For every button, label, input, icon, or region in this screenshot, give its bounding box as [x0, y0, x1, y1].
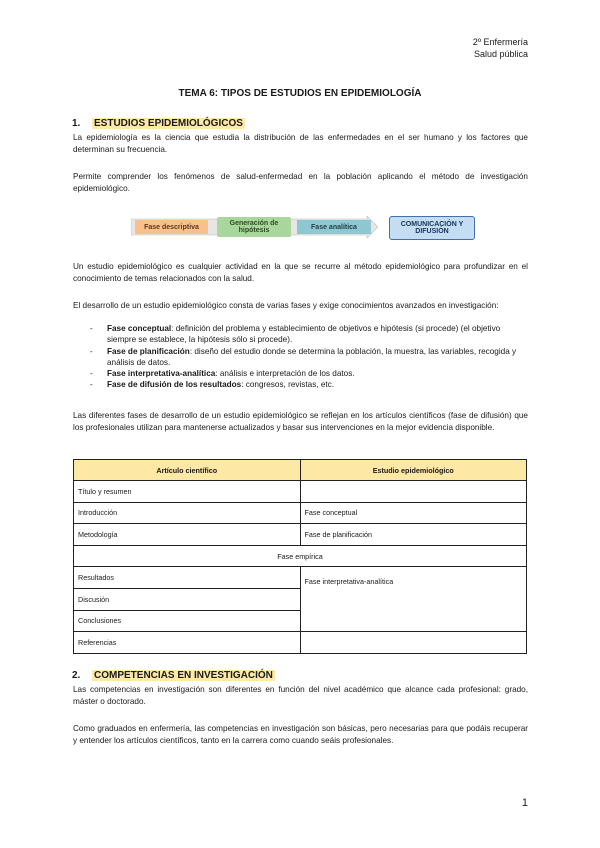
- table-cell-merged: Fase empírica: [74, 545, 527, 567]
- paragraph: Como graduados en enfermería, las competencias en investigación son básicas, pero necesarias para que podáis recuperar y entender los artículos científicos, tanto en la carrera como cuando seáis profesionales.: [73, 724, 528, 745]
- table-cell: Discusión: [74, 588, 301, 610]
- table-header-row: [74, 460, 527, 481]
- table-row: [74, 524, 527, 546]
- table-cell: Referencias: [74, 632, 301, 654]
- epidemiological-method-diagram: [131, 216, 476, 238]
- paragraph: La epidemiología es la ciencia que estudia la distribución de las enfermedades en el ser humano y los factores que determinan su frecuencia.: [73, 133, 528, 154]
- table-cell: Introducción: [74, 502, 301, 524]
- header-subject: Salud pública: [473, 49, 528, 59]
- page-number: 1: [521, 797, 528, 809]
- list-item: [90, 346, 528, 369]
- paragraph: Permite comprender los fenómenos de salud-enfermedad en la población aplicando el método de investigación epidemiológico.: [73, 172, 528, 193]
- column-header-article: Artículo científico: [74, 460, 301, 481]
- table-cell-merged: Fase interpretativa-analítica: [300, 567, 527, 632]
- column-header-study: Estudio epidemiológico: [300, 460, 527, 481]
- table-cell: [300, 481, 527, 503]
- section-heading-1: [72, 118, 245, 129]
- table-row: [74, 502, 527, 524]
- table-row: [74, 632, 527, 654]
- section-title-2: COMPETENCIAS EN INVESTIGACIÓN: [94, 670, 273, 681]
- phase-analytic: Fase analítica: [297, 220, 371, 234]
- paragraph: Las diferentes fases de desarrollo de un estudio epidemiológico se reflejan en los artículos científicos (fase de difusión) que los profesionales utilizan para mantenerse actualizados y basar sus intervenciones en la mejor evidencia disponible.: [73, 411, 528, 432]
- phase-hypothesis: Generación de hipótesis: [217, 217, 291, 237]
- table-row: [74, 481, 527, 503]
- phase-communication: COMUNICACIÓN Y DIFUSIÓN: [389, 216, 475, 240]
- table-cell: Conclusiones: [74, 610, 301, 632]
- phase-term: Fase conceptual: [107, 324, 172, 333]
- phase-term: Fase interpretativa-analítica: [107, 369, 216, 379]
- page-header: [473, 36, 528, 60]
- paragraph: El desarrollo de un estudio epidemiológico consta de varias fases y exige conocimientos avanzados en investigación:: [73, 301, 499, 310]
- paragraph: Un estudio epidemiológico es cualquier actividad en la que se recurre al método epidemiológico para profundizar en el conocimiento de temas relacionados con la salud.: [73, 262, 528, 283]
- phase-term: Fase de difusión de los resultados: [107, 380, 242, 390]
- table-row: [74, 545, 527, 567]
- section-number-2: 2.: [72, 670, 81, 681]
- table-cell: Fase conceptual: [300, 502, 527, 524]
- phase-desc: : definición del problema y establecimiento de objetivos e hipótesis (si procede) (el objetivo siempre se establece, la hipótesis sólo si procede).: [107, 324, 501, 345]
- table-row: [74, 567, 527, 589]
- phase-term: Fase de planificación: [107, 346, 190, 356]
- phase-descriptive: Fase descriptiva: [135, 220, 208, 234]
- table-cell: Resultados: [74, 567, 301, 589]
- comparison-table: [73, 459, 527, 654]
- table-cell: Metodología: [74, 524, 301, 546]
- phases-list: [90, 323, 528, 391]
- header-course: 2º Enfermería: [472, 37, 528, 47]
- list-item: [90, 368, 528, 379]
- table-cell: Fase de planificación: [300, 524, 527, 546]
- phase-desc: : análisis e interpretación de los datos.: [215, 369, 355, 379]
- section-heading-2: [72, 670, 275, 681]
- phase-desc: : diseño del estudio donde se determina la población, la muestra, las variables, recogida y análisis de datos.: [107, 346, 517, 367]
- table-cell: Título y resumen: [74, 481, 301, 503]
- list-item: [90, 379, 528, 390]
- table-cell: [300, 632, 527, 654]
- page-title: TEMA 6: TIPOS DE ESTUDIOS EN EPIDEMIOLOGÍA: [178, 88, 422, 99]
- section-number-1: 1.: [72, 118, 81, 129]
- section-title-1: ESTUDIOS EPIDEMIOLÓGICOS: [94, 118, 243, 129]
- list-item: [90, 323, 528, 346]
- phase-desc: : congresos, revistas, etc.: [241, 380, 335, 390]
- paragraph: Las competencias en investigación son diferentes en función del nivel académico que alcance cada profesional: grado, máster o doctorado.: [73, 685, 528, 706]
